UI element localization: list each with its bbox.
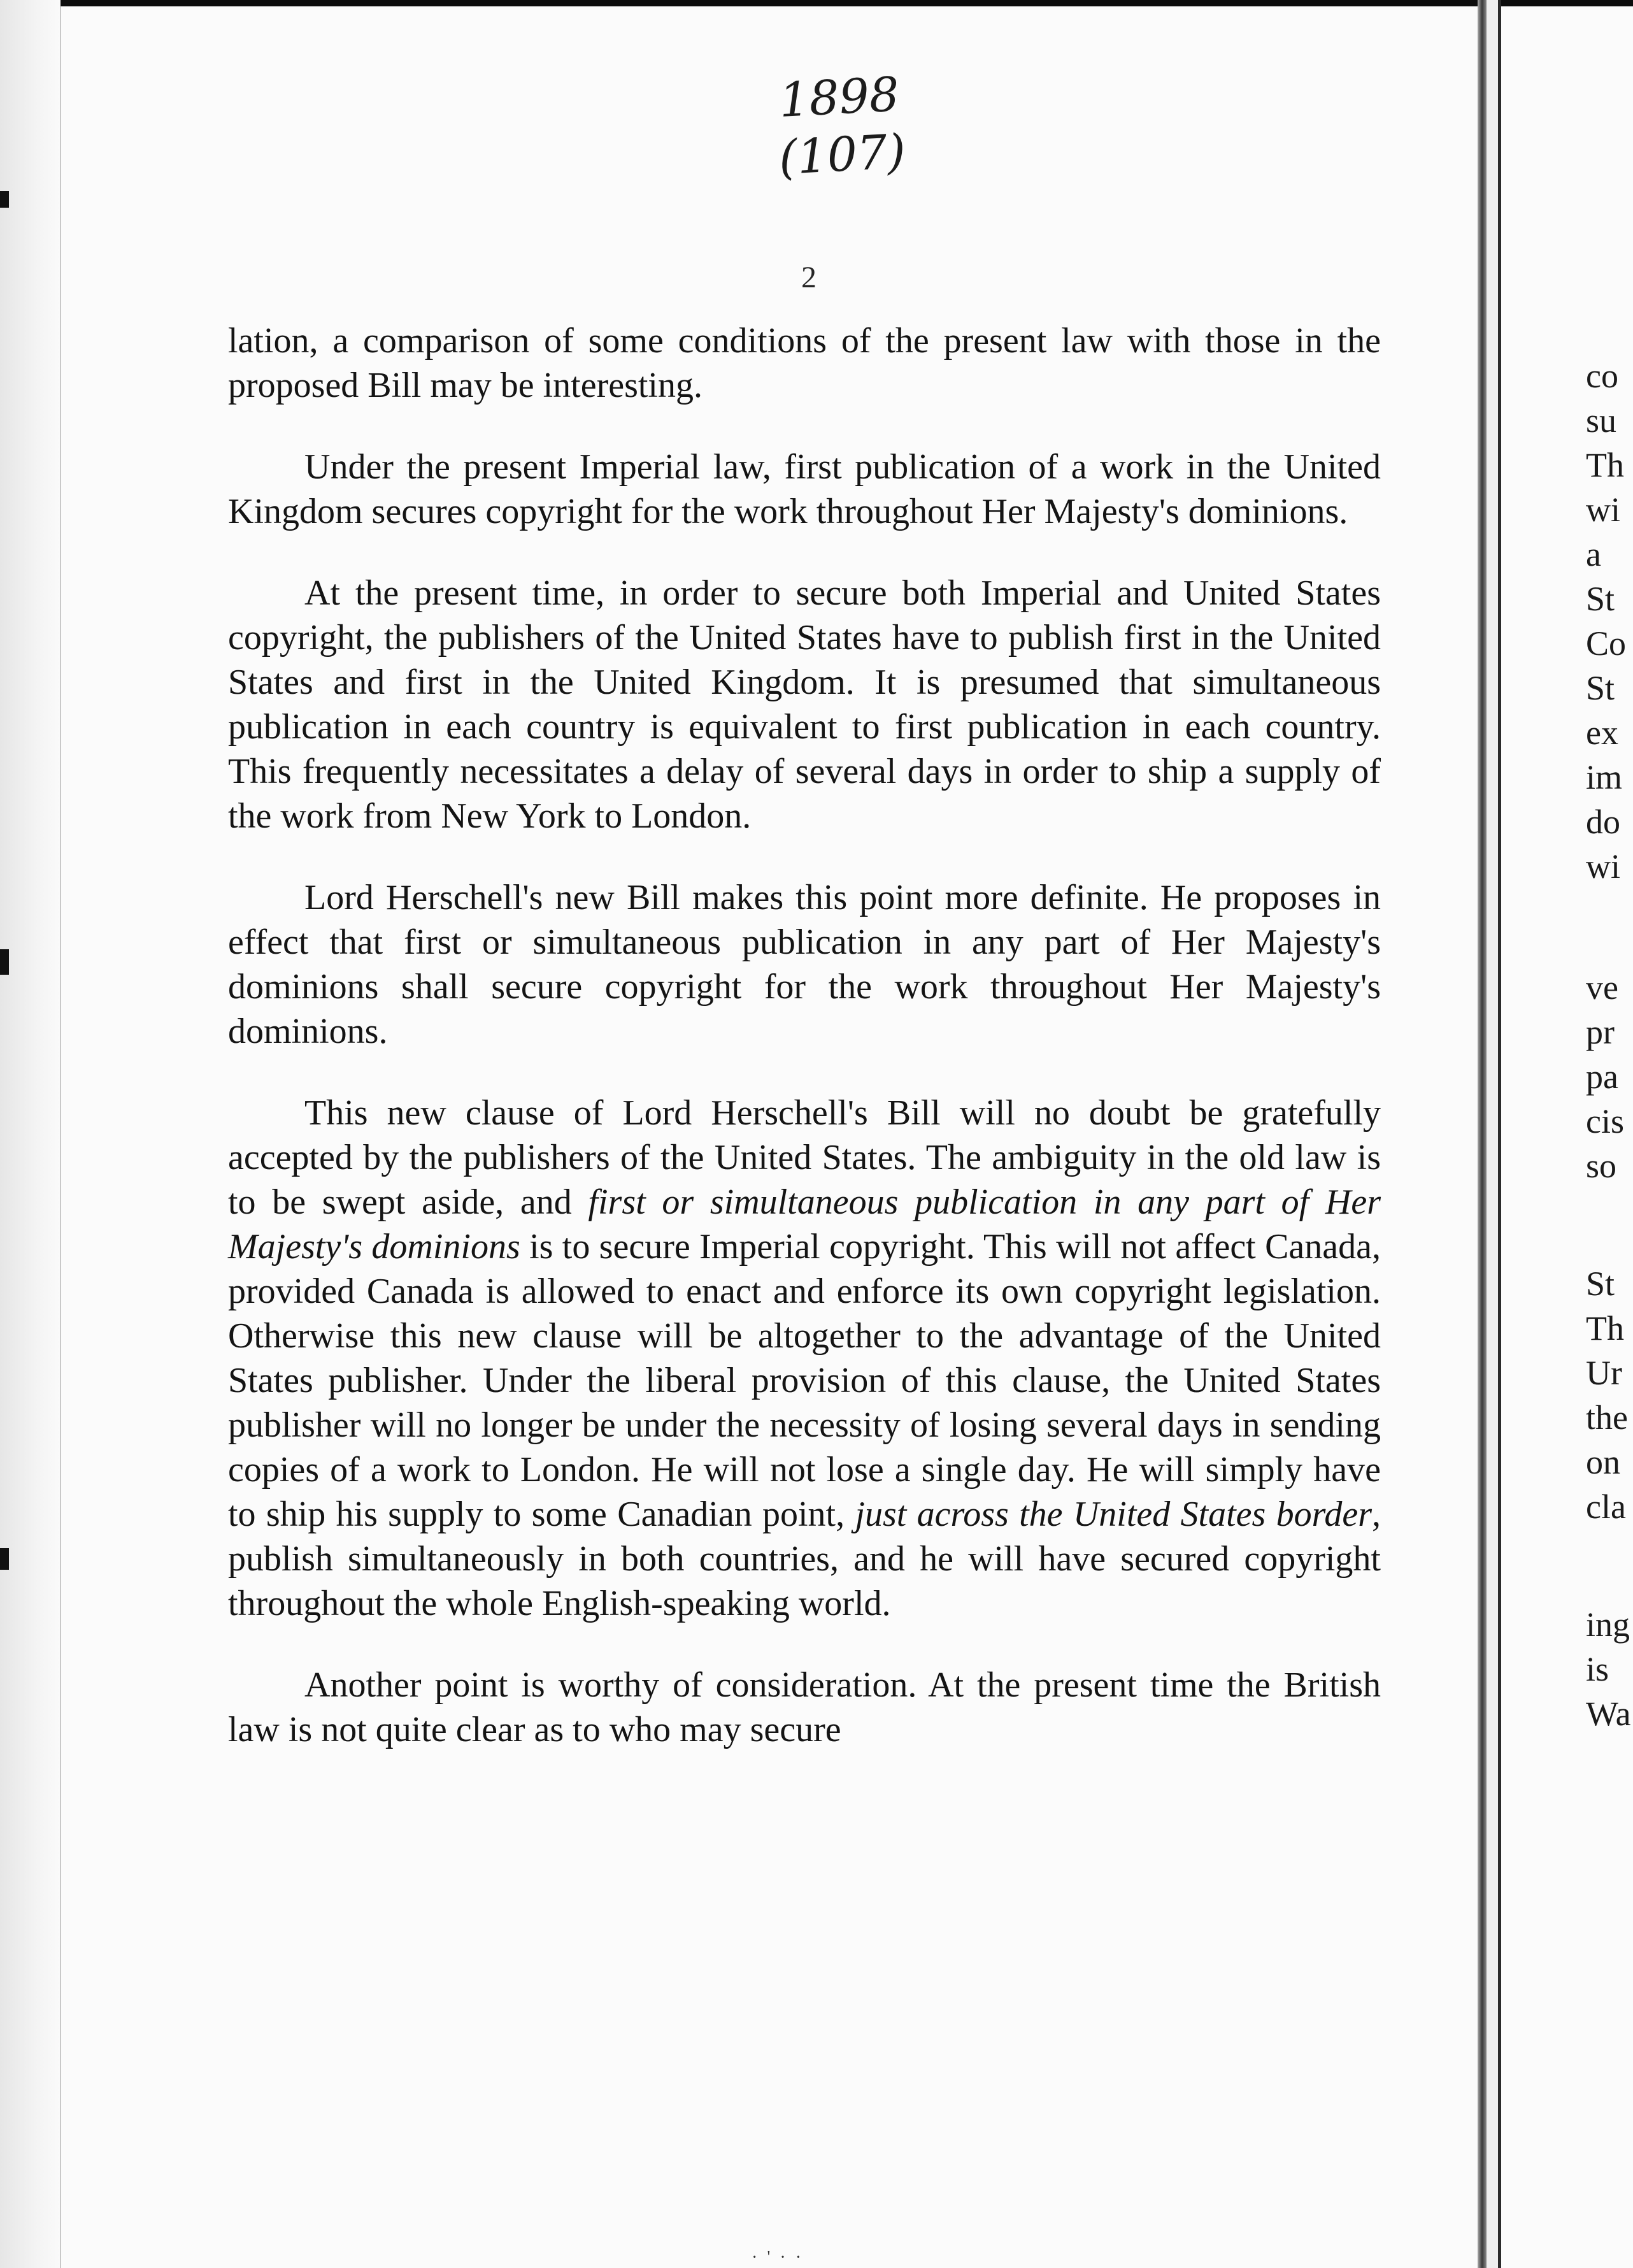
paragraph-text: is to secure Imperial copyright. This will not affect Canada, provided Canada is allowed to enact and enforce its own copyright legislation. Otherwise this new clause will be altogether to the advantage of the United States publisher. Under the liberal provision of this clause, the United States publisher will no longer be under the necessity of losing several days in sending copies of a work to London. He will not lose a single day. He will simply have to ship his supply to some Canadian point,	[228, 1227, 1381, 1534]
paragraph-text: At the present time, in order to secure both Imperial and United States copyright, the publishers of the United States have to publish first in the United States and first in the United Kingdom. It is presumed that simultaneous publication in each country is equivalent to first publication in each country. This frequently necessitates a delay of several days in order to ship a supply of the work from New York to London.	[228, 573, 1381, 836]
paragraph-text: Lord Herschell's new Bill makes this point more definite. He proposes in effect that first or simultaneous publication in any part of Her Majesty's dominions shall secure copyright for the work throughout Her Majesty's dominions.	[228, 878, 1381, 1051]
facing-page-text: cla	[1586, 1488, 1626, 1526]
facing-page-text: a	[1586, 535, 1601, 573]
facing-page-edge	[1498, 0, 1501, 2268]
facing-page-text: on	[1586, 1443, 1620, 1481]
scan-top-border	[0, 0, 1633, 6]
page-edge-line	[60, 6, 61, 2268]
paragraph	[228, 319, 1381, 408]
paragraph-text: , publish simultaneously in both countries, and he will have secured copyright throughout the whole English-speaking world.	[228, 1495, 1381, 1623]
handwritten-catalogue-note	[755, 64, 926, 187]
facing-page-text: do	[1586, 803, 1620, 841]
facing-page-text: is	[1586, 1650, 1609, 1688]
paragraph-text: This new clause of Lord Herschell's Bill will no doubt be gratefully accepted by the publishers of the United States. The ambiguity in the old law is to be swept aside, and	[228, 1093, 1381, 1222]
binding-mark	[0, 1548, 9, 1570]
facing-page-text: wi	[1586, 847, 1620, 886]
facing-page-text: ve	[1586, 968, 1618, 1007]
paragraph	[228, 1091, 1381, 1626]
facing-page-fragment	[1586, 0, 1633, 2268]
facing-page-text: Wa	[1586, 1695, 1631, 1733]
facing-page-text: ing	[1586, 1605, 1630, 1644]
paragraph	[228, 445, 1381, 534]
book-gutter	[1478, 0, 1487, 2268]
facing-page-text: St	[1586, 580, 1615, 618]
facing-page-text: the	[1586, 1398, 1628, 1437]
italic-phrase: first or simultaneous publication in any part of Her Majesty's dominions	[228, 1182, 1381, 1267]
handwritten-number: (107)	[777, 124, 907, 186]
facing-page-text: Ur	[1586, 1354, 1622, 1392]
body-text	[228, 319, 1381, 1789]
paragraph	[228, 571, 1381, 838]
facing-page-text: co	[1586, 357, 1618, 395]
facing-page-text: su	[1586, 401, 1617, 440]
paragraph-text: lation, a comparison of some conditions of the present law with those in the proposed Bill may be interesting.	[228, 321, 1381, 405]
facing-page-text: cis	[1586, 1102, 1624, 1140]
paragraph-text: Under the present Imperial law, first publication of a work in the United Kingdom secures copyright for the work throughout Her Majesty's dominions.	[228, 447, 1381, 531]
facing-page-text: Th	[1586, 446, 1624, 484]
facing-page-text: St	[1586, 669, 1615, 707]
facing-page-text: wi	[1586, 491, 1620, 529]
gutter-shadow	[1487, 0, 1498, 2268]
facing-page-text: Co	[1586, 624, 1627, 663]
page-number: 2	[801, 261, 816, 294]
italic-phrase: just across the United States border	[855, 1495, 1372, 1534]
scan-left-margin	[0, 0, 61, 2268]
handwritten-year: 1898	[778, 67, 901, 128]
paragraph	[228, 1663, 1381, 1752]
facing-page-text: ex	[1586, 714, 1618, 752]
binding-mark	[0, 949, 9, 975]
facing-page-text: im	[1586, 758, 1623, 796]
paragraph	[228, 875, 1381, 1054]
facing-page-text: St	[1586, 1265, 1615, 1303]
scan-specks: · ' · ·	[752, 2248, 804, 2267]
facing-page-text: so	[1586, 1147, 1617, 1185]
binding-mark	[0, 191, 9, 208]
facing-page-text: Th	[1586, 1309, 1624, 1347]
facing-page-text: pr	[1586, 1013, 1615, 1051]
facing-page-text: pa	[1586, 1058, 1618, 1096]
paragraph-text: Another point is worthy of consideration. At the present time the British law is not quite clear as to who may secure	[228, 1665, 1381, 1749]
